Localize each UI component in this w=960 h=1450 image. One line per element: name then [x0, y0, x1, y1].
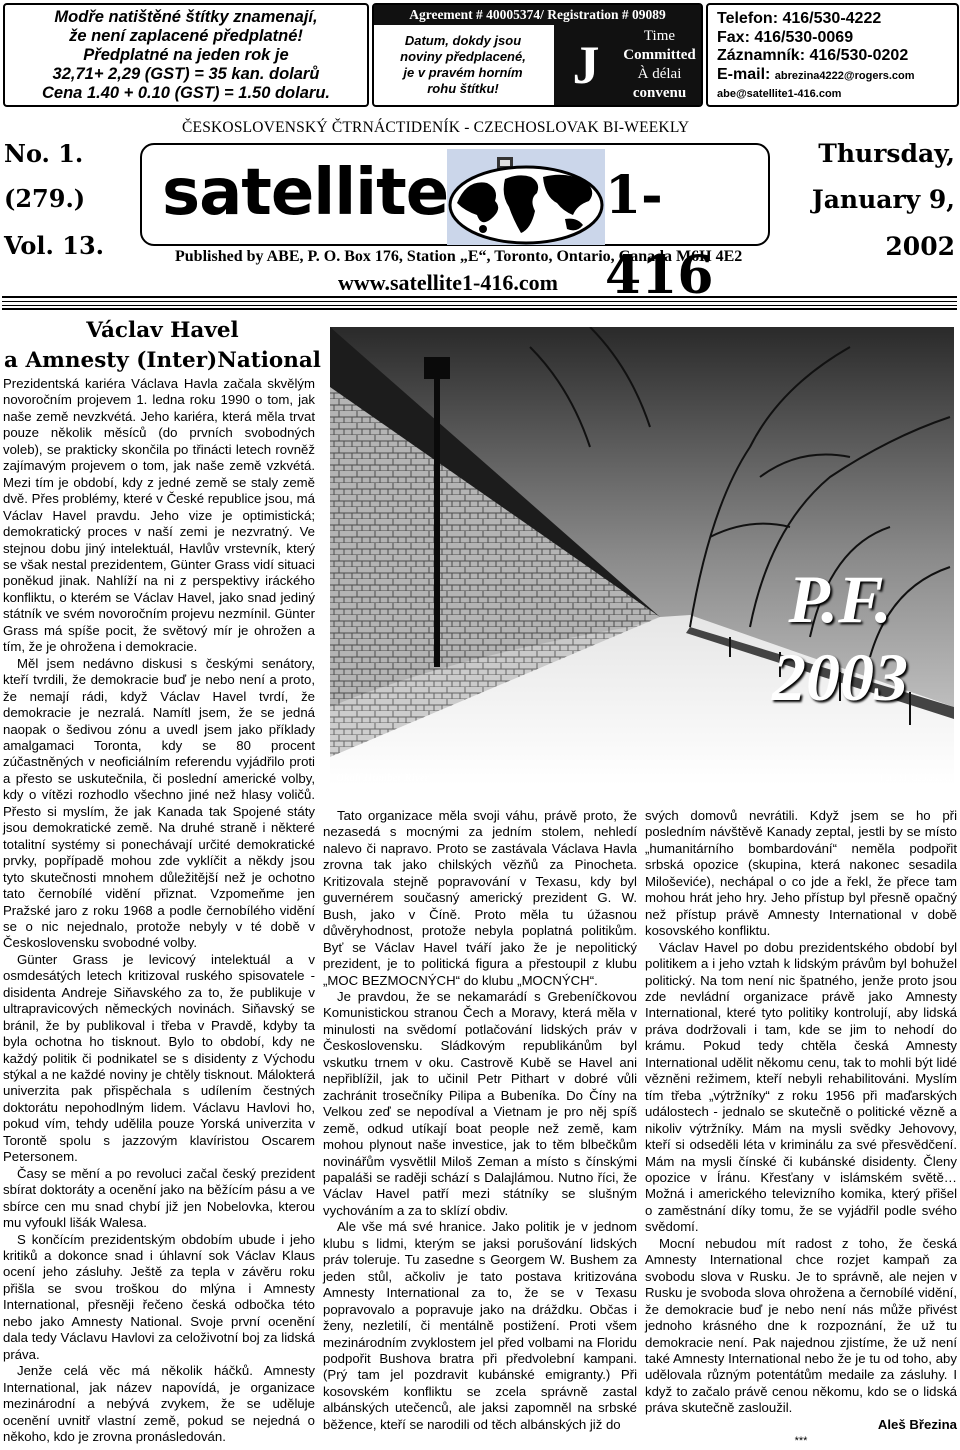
subscription-line-2: že není zaplacené předplatné! — [69, 27, 303, 45]
paragraph: Ale vše má své hranice. Jako politik je v jednom klubu s lidmi, kterým se jaksi porušování lidských práv toleruje. Tu zasedne s Georgem W. Bushem za jeden stůl, ačkoliv je tato postava kritizována Amnesty International za to, že se v Texasu popravovalo a popravuje jako na dráždku. Občas i ženy, nezletilí, či mentálně postižení. Proti všem mezinárodním zvyklostem jel před volbami na Floridu podpořit Bushova bratra při předvolební kampani. (Prý tam jel pozdravit kubánské emigranty.) Při kosovském konfliktu se zcela správně zastal albánských utečenců, ale jaksi zapomněl na srbské běžence, kteří se narodili od těch albánských již do — [323, 1219, 637, 1432]
article-headline — [0, 316, 325, 376]
website-link[interactable]: www.satellite1-416.com — [338, 270, 558, 295]
paragraph: Václav Havel po dobu prezidentského období byl politikem a i jeho vztah k lidským právům byl bohužel politický. Na tom není nic špatného, jenže proto jsou zde nevládní organizace právě jako Amnesty International, které tyto politiky kontrolují, aby lidská práva dodržovali i tam, kde se jim to nehodí do krámu. Pokud tedy chtěla česká Amnesty International udělit někomu cenu, tak to mohli být lidé vězněni režimem, kteří nebyli rehabilitováni. Myslím tím třeba „výtržníky“ z roku 1956 při maďarských událostech - jednalo se skutečně o politické vězně a nikoliv výtržníky. Mám na mysli svědky Jehovovy, kteří si odseděli léta v kriminálu za své přesvědčení. Mám na mysli čínské či kubánské disidenty. Členy opozice v Íránu. Křesťany v islámském světě… Možná i amerického televizního komika, který přišel o zaměstnání díky tomu, že se vyjádřil podle svého svědomí. — [645, 939, 957, 1235]
date-year: 2002 — [885, 232, 955, 261]
time-line-3: À délai — [637, 66, 682, 82]
paragraph: Časy se mění a po revoluci začal český prezident sbírat doktoráty a ocenění jako na běžícím pásu a ve sbírce cen mu snad chybí již jen Nobelovka, kterou mu vyfoukl lišák Walesa. — [3, 1165, 315, 1231]
email-1[interactable]: abrezina4222@rogers.com — [774, 69, 915, 82]
paragraph: Je pravdou, že se nekamarádí s Grebeníčkovou Komunistickou stranou Čech a Moravy, která měla v minulosti na svědomí potlačování lidských práv v Československu. Sládkovým republikánům byl vskutku trnem v oku. Castrově Kubě se Havel ani nepřiblížil, jak to učinil Petr Pithart v dobré vůli zachránit trosečníky Pilipa a Bubeníka. Do Číny na Velkou zeď se nepodíval a Vietnam je pro něj spíš země, odkud utíkají boat people než země, kam mohou plynout naše investice, jak to těm blbečkům novinářům vysvětlil Miloš Zeman a místo s čínskými papaláši se raději schází s Dalajlámou. Nutno říci, že Václav Havel patří mezi státníky se slušným vychováním a za to sklízí obdiv. — [323, 988, 637, 1218]
globe-icon — [447, 149, 605, 245]
publisher-line: Published by ABE, P. O. Box 176, Station „E“, Toronto, Ontario, Canada M6H 4E2 — [175, 248, 743, 265]
time-line-2: Committed — [623, 47, 696, 63]
contact-phone: Telefon: 416/530-4222 — [717, 10, 882, 27]
subscription-line-5: Cena 1.40 + 0.10 (GST) = 1.50 dolaru. — [42, 84, 330, 102]
masthead-number: 1-416 — [605, 165, 714, 306]
pf-line-1: P.F. — [788, 561, 892, 637]
time-line-4: convenu — [632, 85, 687, 101]
headline-line-1: Václav Havel — [86, 318, 239, 343]
subscription-line-4: 32,71+ 2,29 (GST) = 35 kan. dolarů — [52, 65, 320, 83]
article-separator: *** — [794, 1435, 808, 1448]
volume: Vol. 13. — [4, 231, 105, 260]
paragraph: S končícím prezidentským obdobím ubude i jeho kritiků a dokonce snad i úhlavní sok Václav Klaus ocení jeho zásluhy. Ještě za tepla v závěru roku přišla se svou troškou do mlýna i Amnesty International, přesněji řečeno česká odbočka této nebo jako Amnesty National. Svoje první ocenění dala tedy Václavu Havlovi za celoživotní boj za lidská práva. — [3, 1231, 315, 1362]
headline-line-2: a Amnesty (Inter)National — [4, 348, 321, 373]
label-note-line-2: noviny předplacené, — [400, 49, 526, 64]
email-label: E-mail: — [717, 65, 775, 83]
paragraph: Prezidentská kariéra Václava Havla začala skvělým novoročním projevem 1. ledna roku 1990 o tom, jak naše země nevzkvétá. Jeho kariéra, která měla trvat pouze několik měsíců (do prvních svobodných voleb), se prakticky skončila po třinácti letech rovněž zajímavým projevem o tom, jak naše země vzkvétá. Mezi tím je období, kdy z jedné země se staly země dvě. Přes problémy, které v České republice jsou, má Václav Havel pravdu. Jeho vize je optimistická; demokratický proces v naší zemi je nezvratný. Ve stejnou dobu jiný intelektuál, Havlův vrstevník, který se však nestal prezidentem, Günter Grass vidí situaci poněkud jinak. Nahlíží na ni z perspektivy iráckého konfliktu, o kterém se Václav Havel, jako snad jediný státník ve svém novoročním projevu nezmínil. Günter Grass má spíše pocit, že světový mír je ohrožen a tím, že je ohrožena i demokracie. — [3, 376, 315, 655]
photo-credit: Foto M. Gabánková — [880, 773, 953, 783]
label-note-line-1: Datum, dokdy jsou — [404, 33, 522, 48]
photo-caption: Okolí Humber River — [336, 772, 429, 784]
label-date-note — [378, 33, 548, 97]
article-column-3 — [645, 808, 957, 1450]
agreement-box — [372, 3, 703, 107]
subscription-line-3: Předplatné na jeden rok je — [83, 46, 289, 64]
email-2[interactable]: abe@satellite1-416.com — [717, 88, 842, 100]
agreement-number: Agreement # 40005374/ Registration # 09089 — [374, 5, 701, 25]
article-column-1 — [3, 376, 315, 1445]
subscription-line-1: Modře natištěné štítky znamenají, — [54, 8, 318, 26]
time-committed-logo: J — [554, 25, 618, 105]
date-weekday: Thursday, — [818, 139, 955, 168]
paragraph: Günter Grass je levicový intelektuál a v osmdesátých letech kritizoval ruského spisovatele - disidenta Andreje Siňavského za to, že publikuje v ultrapravicových německých novinách. Siňavský se bránil, že by publikoval i třeba v Pravdě, kdyby ta byla ochotna ho tisknout. Bylo to období, kdy ne každý politik či podnikatel se s disidenty z Východu stýkal a ne každé noviny je chtěly tisknout. Málokterá univerzita pak přispěchala s udílením čestných doktorátu nepohodlným lidem. Václavu Havlovi ho, pokud vím, tehdy udělila pouze Yorská univerzita v Torontě spolu s jazzovým klavíristou Oscarem Petersonem. — [3, 951, 315, 1165]
contact-email-row — [708, 66, 957, 86]
paragraph: svých domovů nevrátili. Když jsem se ho při posledním návštěvě Kanady zeptal, jestli by se místo „humanitárního bombardování“ neměla podpořit srbská opozice (skupina, která nakonec sesadila Miloševiće), nechápal o co jde a řekl, že přece tam mohou hrát jeho hry. Jeho přístup byl přesně opačný než přístup právě Amnesty International v době kosovského konfliktu. — [645, 808, 957, 939]
time-committed-text — [618, 25, 701, 105]
contact-fax: Fax: 416/530-0069 — [717, 28, 854, 46]
contact-box — [706, 3, 959, 107]
masthead-divider — [2, 296, 957, 310]
paragraph: Jenže celá věc má několik háčků. Amnesty International, jak název napovídá, je organizace mezinárodní a nebývá zvykem, že se uděluje ocenění uvnitř vlastní země, pokud se nejedná o někoho, kdo je zrovna pronásledován. — [3, 1363, 315, 1444]
label-note-line-3: je v pravém horním — [403, 65, 523, 80]
contact-answering: Záznamník: 416/530-0202 — [717, 47, 909, 64]
article-column-2 — [323, 808, 637, 1433]
photo-illustration — [330, 327, 954, 785]
paragraph: Mocní nebudou mít radost z toho, že česká Amnesty International chce rozjet kampaň za svobodu slova v Rusku. Je to správně, ale nejen v Rusku je svoboda slova ohrožena a černobílé vidění, že demokracie buď je nebo není nás může přivést jednoho krásného dne k rozpoznání, že už tu demokracie není. Pak najednou zjistíme, že už není také Amnesty International nebo že je tu od toho, aby udělovala různým potentátům medaile za zásluhy. I když to začalo právě cenou někomu, kdo se o lidská práva skutečně zasloužil. — [645, 1235, 957, 1416]
time-line-1: Time — [643, 28, 676, 44]
pf-greeting — [772, 560, 908, 716]
author-signature: Aleš Březina — [877, 1416, 957, 1432]
label-note-line-4: rohu štítku! — [427, 81, 499, 96]
paragraph: Tato organizace měla svoji váhu, právě proto, že nezasedá s mocnými za jedním stolem, nehledí nalevo či napravo. Proto se zastávala Václava Havla zrovna tak jako chilských vězňů za Pinocheta. Kritizovala stejně popravování v Texasu, kdy byl guvernérem současný americký prezident G. W. Bush, jako v Číně. Proto měla tu úžasnou důvěryhodnost, protože nebyla poplatná politikům. Byť se Václav Havel tváří jako že je nepolitický prezident, je to politická figura a přestoupil z klubu „MOC BEZMOCNÝCH“ do klubu „MOCNÝCH“. — [323, 808, 637, 988]
date-day: January 9, — [811, 185, 955, 214]
pf-line-2: 2003 — [772, 639, 908, 715]
issue-number: No. 1. — [4, 139, 84, 168]
paragraph: Měl jsem nedávno diskusi s českými senátory, kteří tvrdili, že demokracie buď je nebo není a proto, že nemají rádi, když Václav Havel tvrdí, že demokracie je nezralá. Namítl jsem, že se jedná naopak o šedivou zónu a uvedl jsem jako příklady amalgamaci Toronta, kdy se 80 procent zúčastněných v neoficiálním referendu vyjádřilo proti a přesto se uskutečnila, či poslední americké volby, kdy o vítězi rozhodlo všechno jiné než hlasy voličů. Přesto si myslím, že jak Kanada tak Spojené státy jsou demokratické země. Na druhé straně i některé totalitní systémy si ponechávají určité demokratické prvky, popřípadě mohou zde vyklíčit a někdy jsou tyto skutečnosti mnohem důležitější než je ochotno tato černobílé vidění přiznat. Vzpomeňme jen Pražské jaro z roku 1968 a podle černobílého vidění se o nic nejednalo, protože nebyly v té době v Československu svobodné volby. — [3, 655, 315, 951]
masthead-title: satellite — [162, 156, 449, 230]
masthead-subtitle: ČESKOSLOVENSKÝ ČTRNÁCTIDENÍK - CZECHOSLOVAK BI-WEEKLY — [182, 119, 690, 136]
subscription-info-box — [3, 3, 369, 107]
issue-total: (279.) — [4, 184, 86, 213]
winter-road-photo — [330, 327, 954, 785]
